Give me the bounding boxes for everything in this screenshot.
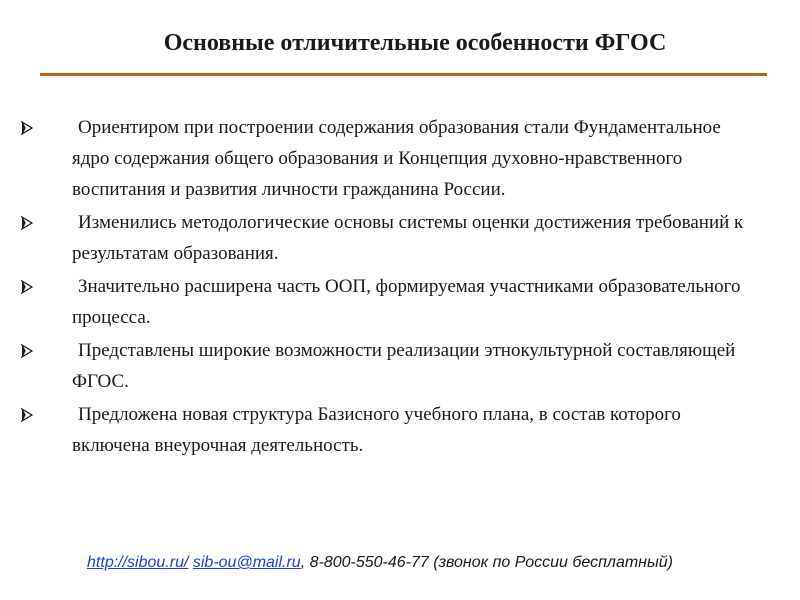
slide-title: Основные отличительные особенности ФГОС (163, 30, 667, 56)
site-link[interactable]: http://sibou.ru/ (87, 554, 189, 571)
email-link[interactable]: sib-ou@mail.ru (192, 554, 301, 571)
list-item (0, 207, 800, 269)
arrow-bullet-icon (20, 280, 34, 294)
footer-phone-text: 8-800-550-46-77 (звонок по России бесплатный) (305, 554, 673, 571)
list-item (0, 399, 800, 461)
bullet-text: Ориентиром при построении содержания образования стали Фундаментальное ядро содержания общего образования и Концепция духовно-нравственного воспитания и развития личности гражданина России. (72, 117, 721, 200)
bullet-text: Изменились методологические основы системы оценки достижения требований к результатам образования. (72, 212, 744, 264)
bullet-text: Предложена новая структура Базисного учебного плана, в состав которого включена внеурочная деятельность. (72, 404, 681, 456)
list-item (0, 335, 800, 397)
arrow-bullet-icon (20, 408, 34, 422)
footer-contacts (0, 554, 760, 572)
bullet-text: Представлены широкие возможности реализации этнокультурной составляющей ФГОС. (72, 340, 736, 392)
list-item (0, 112, 800, 205)
arrow-bullet-icon (20, 121, 34, 135)
title-divider (40, 73, 767, 76)
footer-separator: , (300, 554, 306, 571)
arrow-bullet-icon (20, 216, 34, 230)
bullet-list (0, 112, 800, 463)
list-item (0, 271, 800, 333)
bullet-text: Значительно расширена часть ООП, формируемая участниками образовательного процесса. (72, 276, 741, 328)
arrow-bullet-icon (20, 344, 34, 358)
